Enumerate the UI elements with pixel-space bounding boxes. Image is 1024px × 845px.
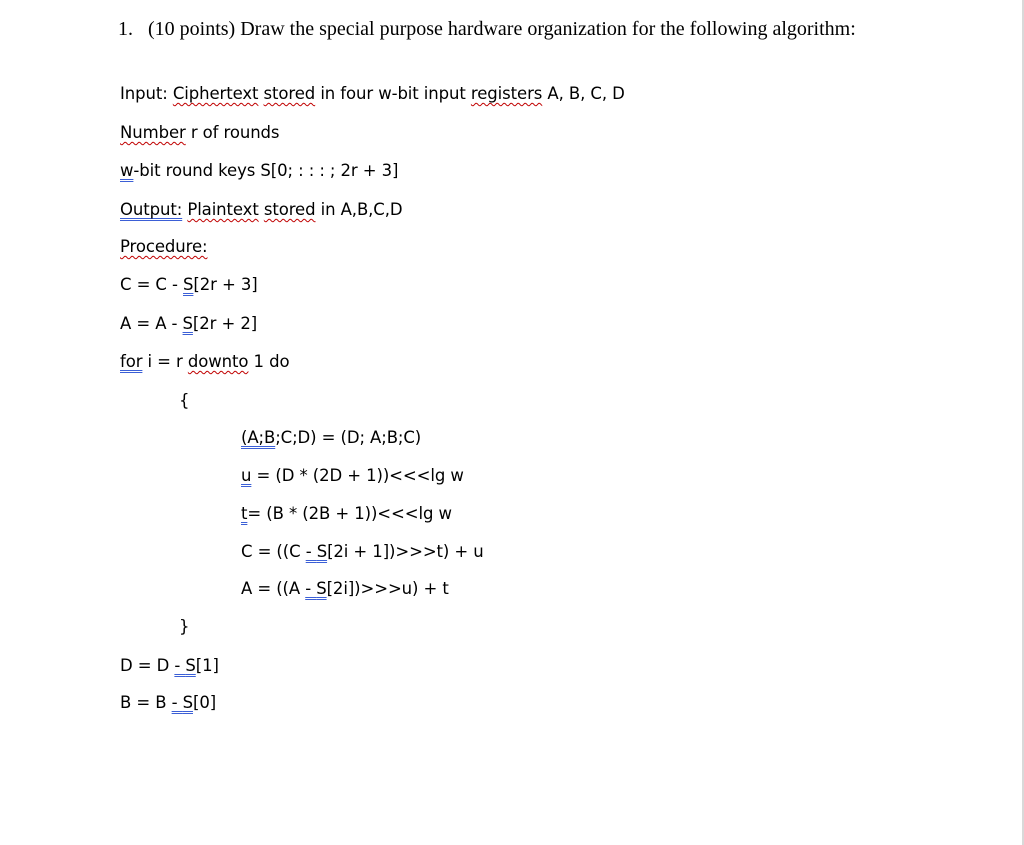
output-label: Output: bbox=[120, 200, 183, 219]
final-b-op: - bbox=[171, 693, 183, 712]
step-a-head: A = A - bbox=[120, 314, 183, 333]
body-c-op: - bbox=[305, 542, 317, 561]
question-text: (10 points) Draw the special purpose hardware organization for the following algorithm: bbox=[148, 18, 856, 40]
final-d-line bbox=[120, 655, 219, 677]
procedure-label: Procedure: bbox=[120, 237, 208, 256]
output-word-plaintext: Plaintext bbox=[187, 200, 259, 219]
final-b-tail: [0] bbox=[192, 693, 217, 712]
body-a-op: - bbox=[305, 579, 317, 598]
rounds-line bbox=[120, 122, 279, 144]
keys-line bbox=[120, 160, 398, 182]
body-c-head: C = ((C bbox=[241, 542, 306, 561]
step-c-key: S bbox=[183, 275, 194, 294]
step-c-head: C = C - bbox=[120, 275, 184, 294]
body-u-tail: = (D * (2D + 1))<<<lg w bbox=[251, 466, 464, 485]
body-a-line bbox=[241, 578, 449, 600]
close-brace: } bbox=[179, 617, 190, 636]
final-b-key: S bbox=[182, 693, 193, 712]
question-number: 1. bbox=[118, 18, 133, 40]
output-word-stored: stored bbox=[263, 200, 316, 219]
final-b-head: B = B bbox=[120, 693, 172, 712]
procedure-line bbox=[120, 236, 207, 258]
input-registers-list: A, B, C, D bbox=[547, 84, 625, 103]
output-text: in A,B,C,D bbox=[320, 200, 403, 219]
rounds-text: r of rounds bbox=[190, 123, 280, 142]
final-d-op: - bbox=[174, 656, 186, 675]
input-line bbox=[120, 83, 625, 105]
open-brace: { bbox=[179, 391, 190, 410]
body-t-var: t bbox=[241, 504, 248, 523]
input-label: Input: bbox=[120, 84, 168, 103]
loop-mid: i = r bbox=[147, 352, 183, 371]
body-c-key: S bbox=[316, 542, 328, 561]
body-rotate-line bbox=[241, 427, 421, 449]
loop-line bbox=[120, 351, 289, 373]
body-c-line bbox=[241, 541, 484, 563]
loop-word-for: for bbox=[120, 352, 143, 371]
body-t-tail: = (B * (2B + 1))<<<lg w bbox=[247, 504, 452, 523]
rounds-word-number: Number bbox=[120, 123, 186, 142]
step-a-line bbox=[120, 313, 257, 335]
keys-text: -bit round keys S[0; : : : ; 2r + 3] bbox=[133, 161, 399, 180]
final-d-tail: [1] bbox=[195, 656, 219, 675]
body-a-key: S bbox=[316, 579, 327, 598]
output-line bbox=[120, 199, 402, 221]
body-u-line bbox=[241, 465, 464, 487]
body-u-var: u bbox=[241, 466, 252, 485]
final-d-head: D = D bbox=[120, 656, 175, 675]
keys-word-w: w bbox=[120, 161, 134, 180]
final-d-key: S bbox=[185, 656, 196, 675]
body-a-head: A = ((A bbox=[241, 579, 306, 598]
body-a-tail: [2i])>>>u) + t bbox=[326, 579, 449, 598]
step-a-key: S bbox=[182, 314, 193, 333]
step-a-tail: [2r + 2] bbox=[192, 314, 258, 333]
body-rotate-head: (A;B bbox=[241, 428, 276, 447]
body-t-line bbox=[241, 503, 452, 525]
input-word-stored: stored bbox=[263, 84, 316, 103]
question-heading bbox=[118, 18, 856, 41]
body-c-tail: [2i + 1])>>>t) + u bbox=[327, 542, 484, 561]
input-word-registers: registers bbox=[470, 84, 543, 103]
loop-tail: 1 do bbox=[253, 352, 290, 371]
input-mid-text: in four w-bit input bbox=[320, 84, 466, 103]
step-c-tail: [2r + 3] bbox=[193, 275, 258, 294]
step-c-line bbox=[120, 274, 258, 296]
body-rotate-tail: ;C;D) = (D; A;B;C) bbox=[275, 428, 422, 447]
final-b-line bbox=[120, 692, 216, 714]
input-word-ciphertext: Ciphertext bbox=[172, 84, 259, 103]
loop-word-downto: downto bbox=[187, 352, 249, 371]
